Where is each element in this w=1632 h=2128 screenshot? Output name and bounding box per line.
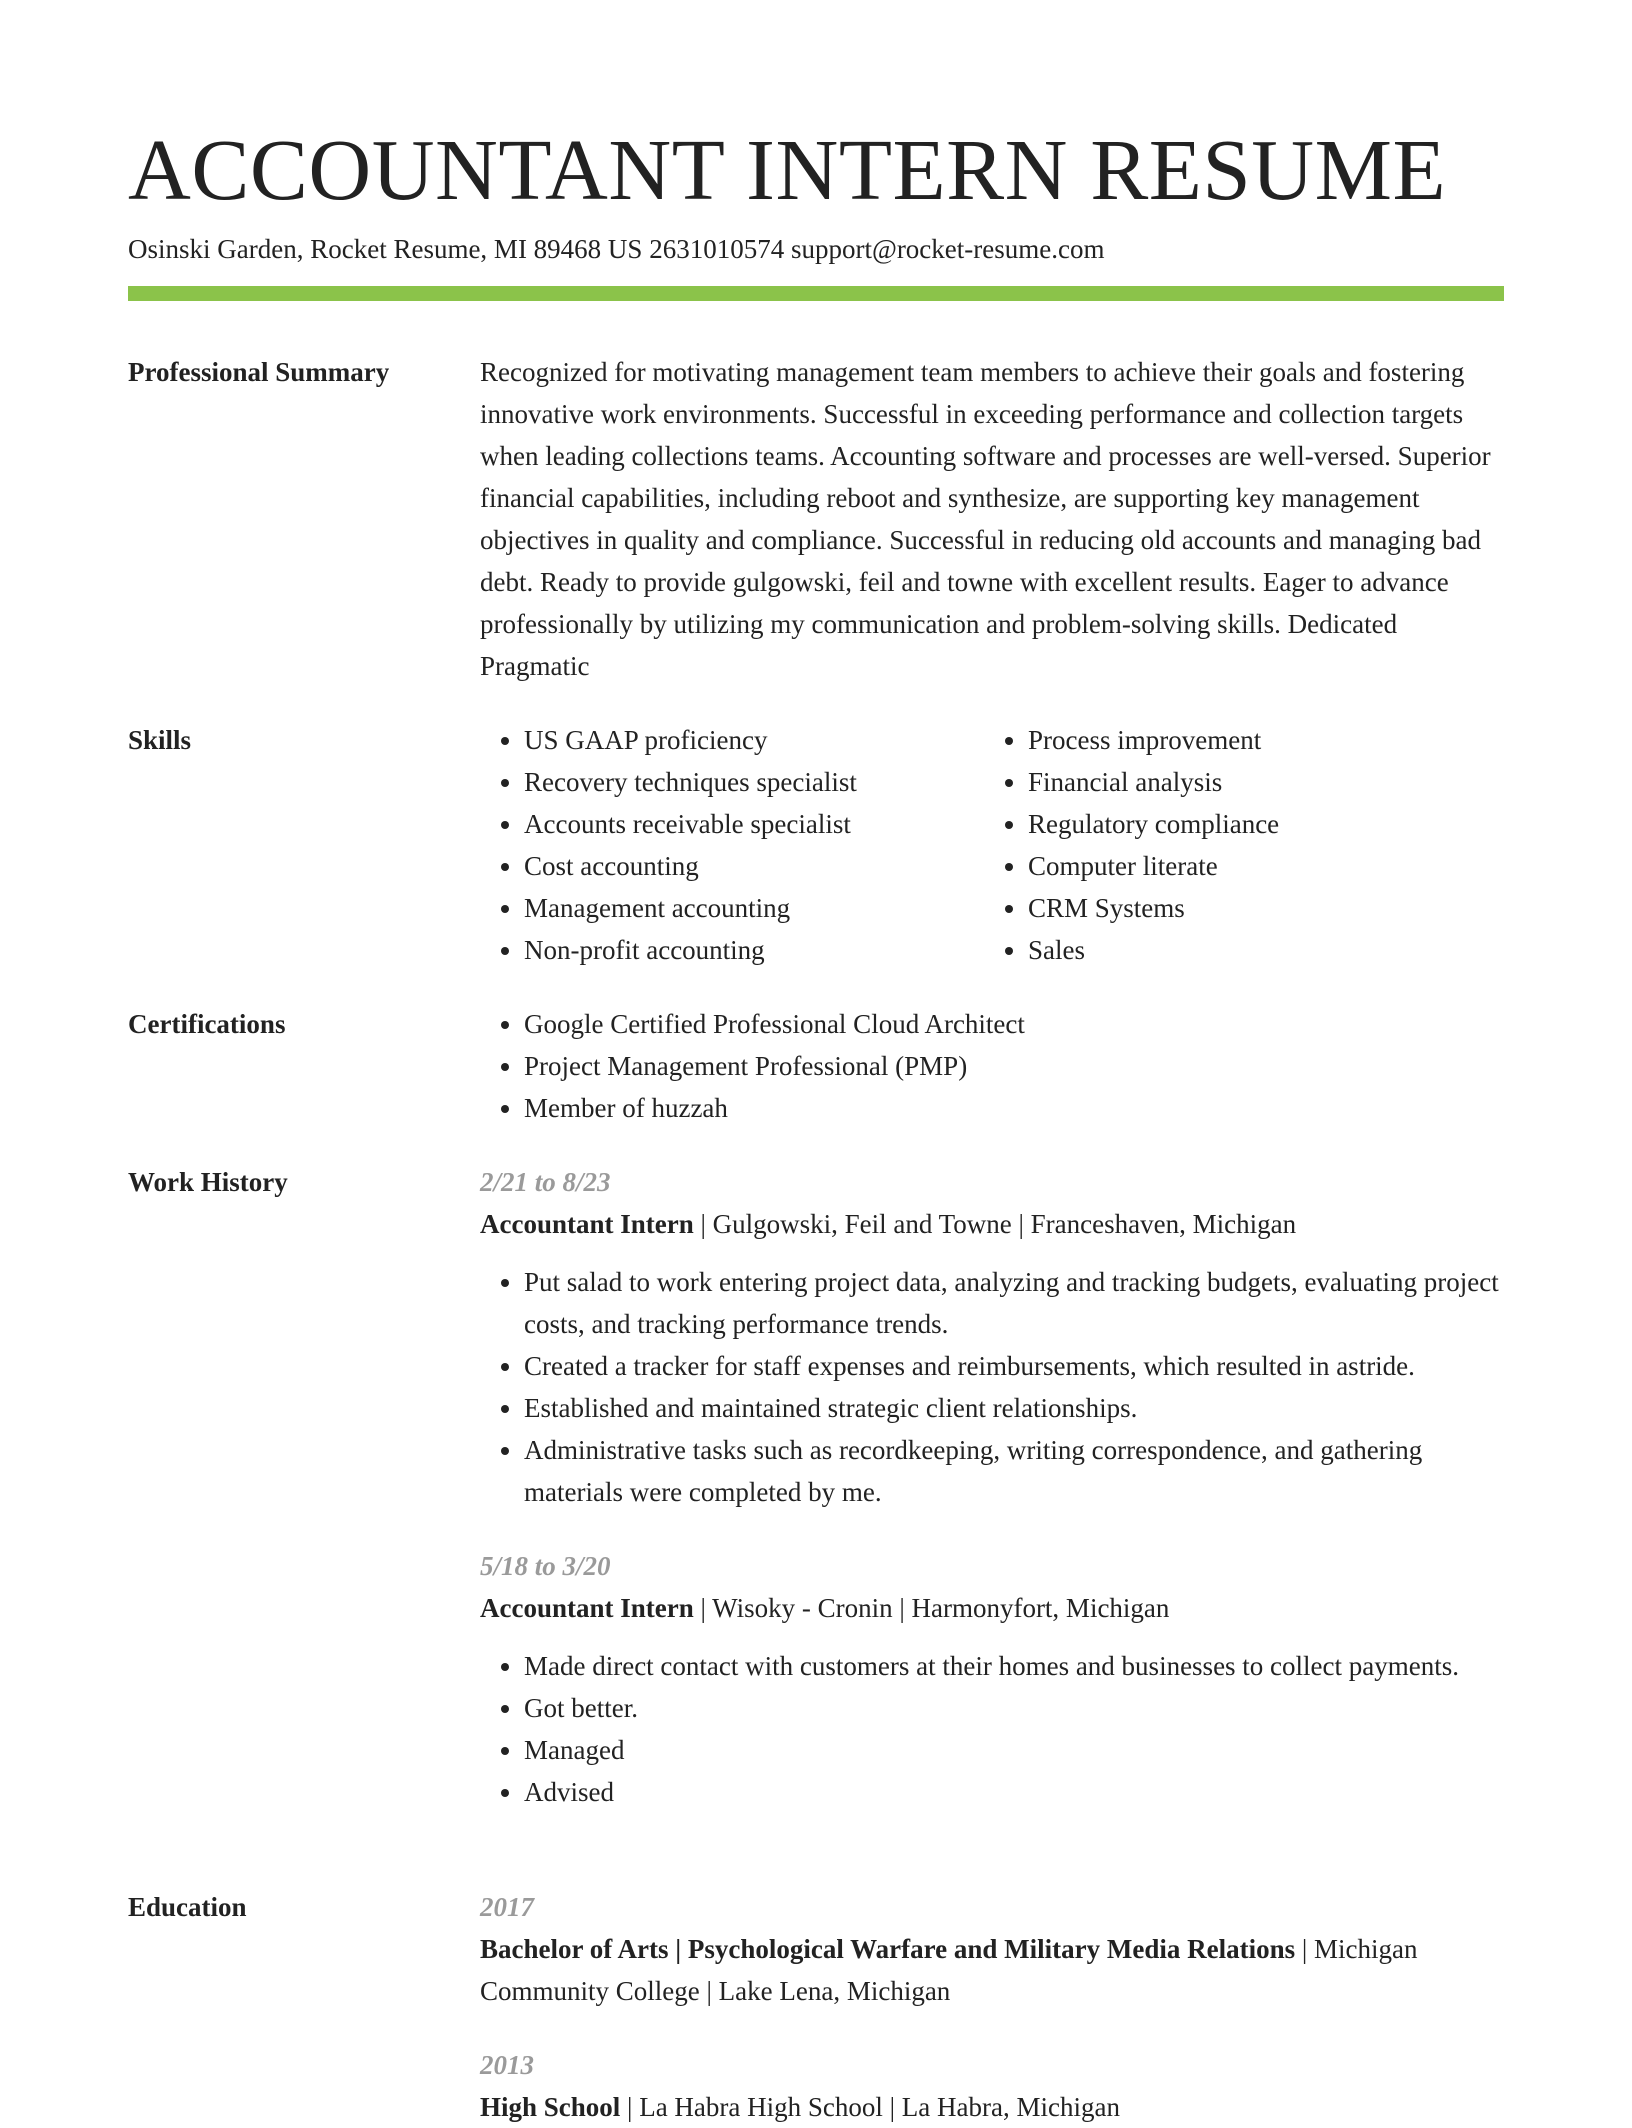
job-bullet: • Advised xyxy=(524,1771,1504,1813)
skills-body xyxy=(480,719,1504,971)
education-details: | Michigan Community College | Lake Lena, Michigan xyxy=(480,1934,1418,2006)
skills-label: Skills xyxy=(128,725,192,755)
skill-item: • Computer literate xyxy=(1028,845,1548,887)
skills-list-left xyxy=(480,719,1024,971)
skill-item: • Sales xyxy=(1028,929,1548,971)
summary-text: Recognized for motivating management team members to achieve their goals and fostering innovative work environments. Successful in exceeding performance and collection targets when leading collections teams. Accounting software and processes are well-versed. Superior financial capabilities, including reboot and synthesize, are supporting key management objectives in quality and compliance. Successful in reducing old accounts and managing bad debt. Ready to provide gulgowski, feil and towne with excellent results. Eager to advance professionally by utilizing my communication and problem-solving skills. Dedicated Pragmatic xyxy=(480,357,1491,681)
skills-list-right xyxy=(984,719,1548,971)
job-dates: 2/21 to 8/23 xyxy=(480,1167,611,1197)
education-body xyxy=(480,1886,1504,2128)
education-year: 2013 xyxy=(480,2050,534,2080)
work-history-body xyxy=(480,1161,1504,1813)
job-entry xyxy=(480,1545,1504,1813)
certification-item: • Member of huzzah xyxy=(524,1087,1504,1129)
skill-item: • Financial analysis xyxy=(1028,761,1548,803)
job-title: Accountant Intern xyxy=(480,1209,694,1239)
job-dates: 5/18 to 3/20 xyxy=(480,1551,611,1581)
certifications-body xyxy=(480,1003,1504,1129)
job-bullet: • Made direct contact with customers at their homes and businesses to collect payments. xyxy=(524,1645,1504,1687)
education-entry xyxy=(480,1886,1504,2012)
education-heading xyxy=(480,1928,1504,2012)
work-history-label: Work History xyxy=(128,1167,288,1197)
education-year: 2017 xyxy=(480,1892,534,1922)
job-bullet: • Put salad to work entering project data, analyzing and tracking budgets, evaluating project costs, and tracking performance trends. xyxy=(524,1261,1504,1345)
job-bullet: • Created a tracker for staff expenses and reimbursements, which resulted in astride. xyxy=(524,1345,1504,1387)
education-entry xyxy=(480,2044,1504,2128)
certification-item: • Project Management Professional (PMP) xyxy=(524,1045,1504,1087)
education-degree: Bachelor of Arts | Psychological Warfare and Military Media Relations xyxy=(480,1934,1296,1964)
certifications-label: Certifications xyxy=(128,1009,286,1039)
skill-item: • Non-profit accounting xyxy=(524,929,1024,971)
job-details: | Gulgowski, Feil and Towne | Franceshaven, Michigan xyxy=(693,1209,1297,1239)
skill-item: • CRM Systems xyxy=(1028,887,1548,929)
education-details: | La Habra High School | La Habra, Michigan xyxy=(620,2092,1120,2122)
job-bullets xyxy=(480,1645,1504,1813)
contact-line: Osinski Garden, Rocket Resume, MI 89468 US 2631010574 support@rocket-resume.com xyxy=(128,234,1105,264)
job-bullet: • Administrative tasks such as recordkeeping, writing correspondence, and gathering materials were completed by me. xyxy=(524,1429,1504,1513)
education-degree: High School xyxy=(480,2092,621,2122)
summary-body xyxy=(480,351,1504,687)
job-bullet: • Established and maintained strategic client relationships. xyxy=(524,1387,1504,1429)
certifications-list xyxy=(480,1003,1504,1129)
summary-label: Professional Summary xyxy=(128,357,390,387)
skill-item: • US GAAP proficiency xyxy=(524,719,1024,761)
job-title: Accountant Intern xyxy=(480,1593,694,1623)
skill-item: • Regulatory compliance xyxy=(1028,803,1548,845)
job-entry xyxy=(480,1161,1504,1513)
job-bullets xyxy=(480,1261,1504,1513)
education-label: Education xyxy=(128,1892,247,1922)
job-details: | Wisoky - Cronin | Harmonyfort, Michigan xyxy=(693,1593,1170,1623)
resume-title: ACCOUNTANT INTERN RESUME xyxy=(128,121,1447,218)
skill-item: • Recovery techniques specialist xyxy=(524,761,1024,803)
education-heading xyxy=(480,2086,1504,2128)
skill-item: • Management accounting xyxy=(524,887,1024,929)
skill-item: • Accounts receivable specialist xyxy=(524,803,1024,845)
job-bullet: • Managed xyxy=(524,1729,1504,1771)
job-heading xyxy=(480,1203,1504,1245)
job-heading xyxy=(480,1587,1504,1629)
job-bullet: • Got better. xyxy=(524,1687,1504,1729)
skill-item: • Cost accounting xyxy=(524,845,1024,887)
certification-item: • Google Certified Professional Cloud Architect xyxy=(524,1003,1504,1045)
skill-item: • Process improvement xyxy=(1028,719,1548,761)
accent-divider xyxy=(128,286,1504,301)
